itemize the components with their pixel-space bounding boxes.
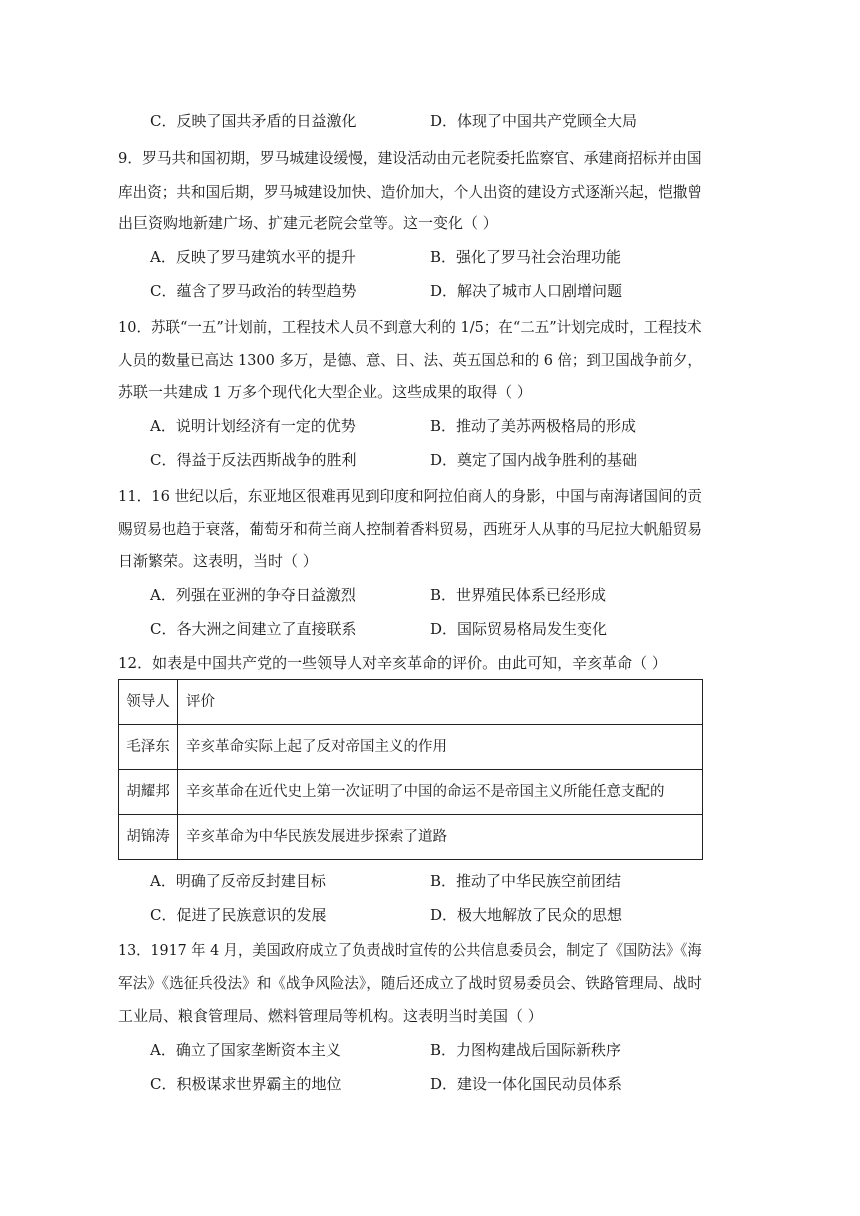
q11-option-a: A．列强在亚洲的争夺日益激烈 xyxy=(150,586,356,604)
q12-stem-line-1: 12．如表是中国共产党的一些领导人对辛亥革命的评价。由此可知，辛亥革命（ ） xyxy=(118,654,667,672)
q12-option-d: D．极大地解放了民众的思想 xyxy=(430,906,623,924)
table-header-leader: 领导人 xyxy=(119,680,178,725)
table-header-evaluation: 评价 xyxy=(178,680,703,725)
q11-stem-line-3: 日渐繁荣。这表明，当时（ ） xyxy=(118,552,318,570)
q11-stem-line-2: 赐贸易也趋于衰落，葡萄牙和荷兰商人控制着香料贸易，西班牙人从事的马尼拉大帆船贸易 xyxy=(118,520,703,538)
q11-option-d: D．国际贸易格局发生变化 xyxy=(430,620,608,638)
q12-option-c: C．促进了民族意识的发展 xyxy=(150,906,327,924)
table-cell-leader: 胡耀邦 xyxy=(119,770,178,815)
q13-option-a: A．确立了国家垄断资本主义 xyxy=(150,1041,341,1059)
q10-stem-line-2: 人员的数量已高达 1300 多万，是德、意、日、法、英五国总和的 6 倍；到卫国战争前夕， xyxy=(118,351,702,369)
q13-stem-line-3: 工业局、粮食管理局、燃料管理局等机构。这表明当时美国（ ） xyxy=(118,1007,543,1025)
q13-stem-line-2: 军法》《选征兵役法》和《战争风险法》，随后还成立了战时贸易委员会、铁路管理局、战时 xyxy=(118,974,703,992)
table-cell-evaluation: 辛亥革命为中华民族发展进步探索了道路 xyxy=(178,815,703,860)
table-cell-leader: 毛泽东 xyxy=(119,725,178,770)
table-cell-leader: 胡锦涛 xyxy=(119,815,178,860)
q13-option-b: B．力图构建战后国际新秩序 xyxy=(430,1041,622,1059)
q10-option-a: A．说明计划经济有一定的优势 xyxy=(150,417,356,435)
q9-option-a: A．反映了罗马建筑水平的提升 xyxy=(150,248,356,266)
table-row xyxy=(119,815,703,860)
table-cell-evaluation: 辛亥革命在近代史上第一次证明了中国的命运不是帝国主义所能任意支配的 xyxy=(178,770,703,815)
q9-option-d: D．解决了城市人口剧增问题 xyxy=(430,282,623,300)
q13-stem-line-1: 13．1917 年 4 月，美国政府成立了负责战时宣传的公共信息委员会，制定了《国防法》《海 xyxy=(118,941,702,959)
q8-option-d: D．体现了中国共产党顾全大局 xyxy=(430,112,638,130)
q11-option-c: C．各大洲之间建立了直接联系 xyxy=(150,620,357,638)
q8-option-c: C．反映了国共矛盾的日益激化 xyxy=(150,112,357,130)
q10-option-b: B．推动了美苏两极格局的形成 xyxy=(430,417,637,435)
table-row xyxy=(119,725,703,770)
q12-option-a: A．明确了反帝反封建目标 xyxy=(150,872,326,890)
q9-stem-line-1: 9．罗马共和国初期，罗马城建设缓慢，建设活动由元老院委托监察官、承建商招标并由国 xyxy=(118,149,702,167)
q13-option-d: D．建设一体化国民动员体系 xyxy=(430,1075,623,1093)
table-cell-evaluation: 辛亥革命实际上起了反对帝国主义的作用 xyxy=(178,725,703,770)
q9-option-b: B．强化了罗马社会治理功能 xyxy=(430,248,622,266)
q9-stem-line-3: 出巨资购地新建广场、扩建元老院会堂等。这一变化（ ） xyxy=(118,214,498,232)
q11-stem-line-1: 11．16 世纪以后，东亚地区很难再见到印度和阿拉伯商人的身影，中国与南海诸国间的贡 xyxy=(118,487,702,505)
q9-stem-line-2: 库出资；共和国后期，罗马城建设加快、造价加大，个人出资的建设方式逐渐兴起，恺撒曾 xyxy=(118,183,703,201)
q9-option-c: C．蕴含了罗马政治的转型趋势 xyxy=(150,282,357,300)
q11-option-b: B．世界殖民体系已经形成 xyxy=(430,586,607,604)
q12-option-b: B．推动了中华民族空前团结 xyxy=(430,872,622,890)
table-header-row xyxy=(119,680,703,725)
table-row xyxy=(119,770,703,815)
q10-stem-line-3: 苏联一共建成 1 万多个现代化大型企业。这些成果的取得（ ） xyxy=(118,383,532,401)
q10-stem-line-1: 10．苏联“一五”计划前，工程技术人员不到意大利的 1/5；在“二五”计划完成时，工程技术 xyxy=(118,318,702,336)
evaluation-table xyxy=(118,679,703,860)
q10-option-c: C．得益于反法西斯战争的胜利 xyxy=(150,451,357,469)
q13-option-c: C．积极谋求世界霸主的地位 xyxy=(150,1075,342,1093)
q10-option-d: D．奠定了国内战争胜利的基础 xyxy=(430,451,638,469)
